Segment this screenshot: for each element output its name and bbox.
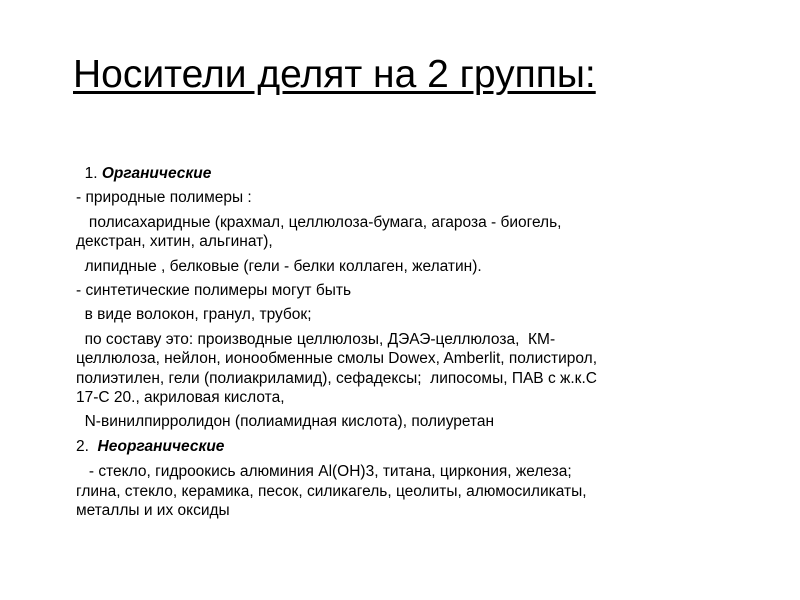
text-line: полисахаридные (крахмал, целлюлоза-бумага, агароза - биогель, xyxy=(76,213,562,231)
text-line: целлюлоза, нейлон, ионообменные смолы Dowex, Amberlit, полистирол, xyxy=(76,350,598,368)
heading-inorganic xyxy=(76,437,756,456)
heading-inorganic-label: Неорганические xyxy=(97,437,225,455)
heading-organic-number: 1. xyxy=(76,165,102,182)
text-line: 17-С 20., акриловая кислота, xyxy=(76,389,285,407)
slide-title: Носители делят на 2 группы: xyxy=(73,53,596,96)
heading-organic-label: Органические xyxy=(101,165,212,182)
heading-inorganic-number: 2. xyxy=(76,437,98,455)
text-line: - синтетические полимеры могут быть xyxy=(76,282,352,300)
text-line: полиэтилен, гели (полиакриламид), сефадексы; липосомы, ПАВ с ж.к.С xyxy=(76,369,597,387)
text-line: металлы и их оксиды xyxy=(76,502,230,520)
text-line: по составу это: производные целлюлозы, ДЭАЭ-целлюлоза, КМ- xyxy=(76,330,556,348)
text-line: - природные полимеры : xyxy=(76,189,252,207)
text-line: липидные , белковые (гели - белки коллаген, желатин). xyxy=(76,257,482,275)
text-line: в виде волокон, гранул, трубок; xyxy=(76,306,312,324)
text-line: N-винилпирролидон (полиамидная кислота), полиуретан xyxy=(76,413,495,431)
slide-body xyxy=(76,164,756,521)
text-line: декстран, хитин, альгинат), xyxy=(76,233,273,251)
heading-organic xyxy=(76,164,756,183)
text-line: глина, стекло, керамика, песок, силикагель, цеолиты, алюмосиликаты, xyxy=(76,482,587,500)
text-line: - стекло, гидроокись алюминия Al(OH)3, титана, циркония, железа; xyxy=(76,463,572,481)
